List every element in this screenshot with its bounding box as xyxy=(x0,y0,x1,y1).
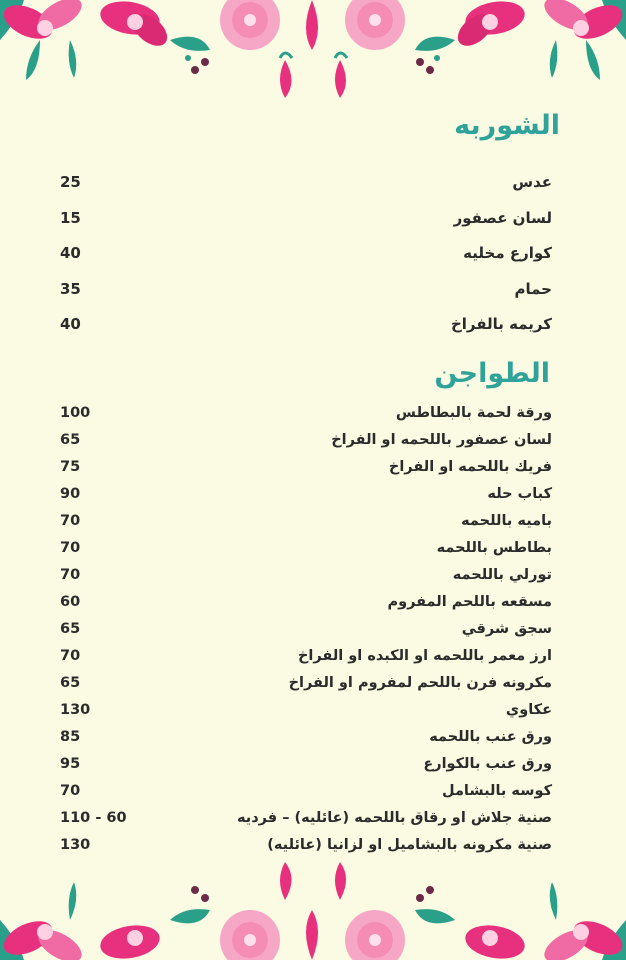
menu-item-row xyxy=(60,810,552,832)
menu-item-name: بطاطس باللحمه xyxy=(436,540,552,556)
menu-item-row xyxy=(60,594,552,616)
menu-item-price: 65 xyxy=(60,675,81,691)
menu-item-price: 85 xyxy=(60,729,81,745)
menu-item-row xyxy=(60,432,552,454)
menu-item-name: كباب حله xyxy=(487,486,552,502)
menu-item-name: كريمه بالفراخ xyxy=(450,315,552,333)
menu-item-price: 110 - 60 xyxy=(60,810,127,826)
menu-item-name: مسقعه باللحم المفروم xyxy=(387,594,552,610)
menu-item-name: ورقة لحمة بالبطاطس xyxy=(395,405,552,421)
menu-item-row xyxy=(60,756,552,778)
menu-item-name: ارز معمر باللحمه او الكبده او الفراخ xyxy=(297,648,552,664)
menu-item-name: ورق عنب بالكوارع xyxy=(423,756,552,772)
menu-item-price: 65 xyxy=(60,432,81,448)
menu-item-row xyxy=(60,405,552,427)
menu-item-price: 70 xyxy=(60,540,81,556)
flower-center-icon xyxy=(220,0,405,98)
floral-border-top xyxy=(0,0,626,110)
menu-item-name: كوسه بالبشامل xyxy=(442,783,552,799)
floral-border-bottom xyxy=(0,850,626,960)
menu-item-name: حمام xyxy=(514,280,552,298)
menu-item-price: 90 xyxy=(60,486,81,502)
menu-item-name: سجق شرقي xyxy=(461,621,552,637)
menu-item-price: 65 xyxy=(60,621,81,637)
menu-item-price: 130 xyxy=(60,837,91,853)
menu-item-price: 15 xyxy=(60,209,81,227)
menu-item-name: صنية مكرونه بالبشاميل او لزانيا (عائليه) xyxy=(267,837,552,853)
menu-item-price: 60 xyxy=(60,594,81,610)
menu-item-name: لسان عصفور xyxy=(453,209,552,227)
menu-item-price: 35 xyxy=(60,280,81,298)
flower-cluster-right-icon xyxy=(539,0,626,80)
menu-item-price: 40 xyxy=(60,315,81,333)
menu-item-row xyxy=(60,513,552,535)
menu-item-name: باميه باللحمه xyxy=(461,513,552,529)
menu-item-price: 100 xyxy=(60,405,91,421)
menu-item-name: تورلي باللحمه xyxy=(452,567,552,583)
menu-item-name: لسان عصفور باللحمه او الفراخ xyxy=(331,432,552,448)
menu-item-name: صنية جلاش او رقاق باللحمه (عائليه) – فرديه xyxy=(236,810,552,826)
menu-item-row xyxy=(60,280,552,302)
menu-item-price: 25 xyxy=(60,173,81,191)
flower-cluster-mid-right-icon xyxy=(415,886,527,960)
menu-item-name: عدس xyxy=(512,173,552,191)
flower-center-icon xyxy=(220,862,405,960)
flower-cluster-mid-right-icon xyxy=(415,0,527,74)
menu-item-name: كوارع مخليه xyxy=(463,244,552,262)
flower-cluster-left-icon xyxy=(0,882,87,960)
menu-item-row xyxy=(60,540,552,562)
menu-item-row xyxy=(60,837,552,859)
menu-item-row xyxy=(60,173,552,195)
menu-item-row xyxy=(60,459,552,481)
menu-item-name: فريك باللحمه او الفراخ xyxy=(388,459,552,475)
flower-cluster-left-icon xyxy=(0,0,87,80)
menu-item-price: 70 xyxy=(60,648,81,664)
menu-item-row xyxy=(60,315,552,337)
menu-item-name: مكرونه فرن باللحم لمفروم او الفراخ xyxy=(288,675,552,691)
flower-cluster-mid-left-icon xyxy=(98,886,210,960)
menu-item-row xyxy=(60,244,552,266)
menu-item-price: 70 xyxy=(60,567,81,583)
menu-item-row xyxy=(60,675,552,697)
menu-item-price: 130 xyxy=(60,702,91,718)
menu-item-row xyxy=(60,486,552,508)
menu-item-row xyxy=(60,209,552,231)
flower-cluster-right-icon xyxy=(539,882,626,960)
flower-cluster-mid-left-icon xyxy=(98,0,210,74)
menu-item-name: ورق عنب باللحمه xyxy=(429,729,552,745)
menu-item-name: عكاوي xyxy=(505,702,552,718)
menu-item-price: 75 xyxy=(60,459,81,475)
menu-item-row xyxy=(60,567,552,589)
menu-item-price: 40 xyxy=(60,244,81,262)
menu-item-row xyxy=(60,648,552,670)
menu-item-price: 70 xyxy=(60,783,81,799)
menu-item-price: 95 xyxy=(60,756,81,772)
menu-item-row xyxy=(60,729,552,751)
menu-item-row xyxy=(60,621,552,643)
menu-item-row xyxy=(60,702,552,724)
menu-item-row xyxy=(60,783,552,805)
soup-section-title: الشوربه xyxy=(454,110,560,141)
tagines-section-title: الطواجن xyxy=(434,358,550,389)
menu-item-price: 70 xyxy=(60,513,81,529)
